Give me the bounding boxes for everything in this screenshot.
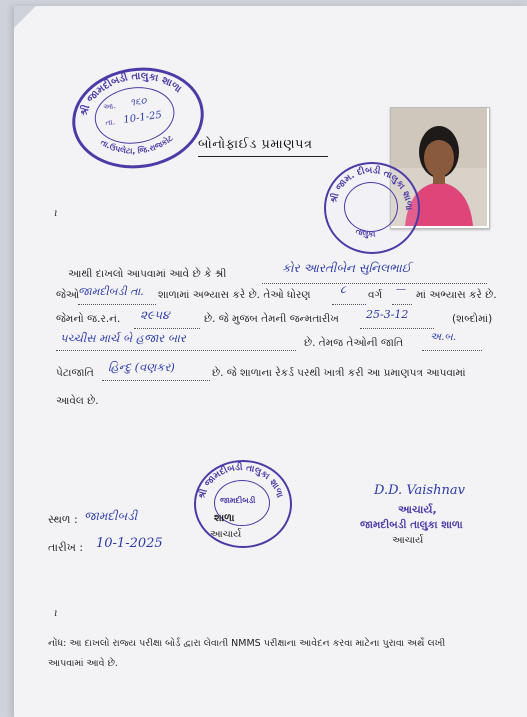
principal-signature: D.D. Vaishnav xyxy=(374,483,465,498)
title-underline xyxy=(198,156,328,157)
stamp-top-value1: ૧૬૦ xyxy=(129,95,148,109)
page-curl xyxy=(14,6,36,28)
grno-dotted-line xyxy=(134,328,200,329)
stray-mark: ı xyxy=(54,208,58,219)
stamp-top-label1: આ. xyxy=(102,101,117,112)
school-stamp-photo xyxy=(324,162,420,254)
principal-role: આચાર્ય, xyxy=(398,503,437,516)
body-line2-mid2: વર્ગ xyxy=(368,289,383,301)
note-line2: આપવામાં આવે છે. xyxy=(48,658,118,669)
school-stamp-top xyxy=(66,59,211,176)
division-dotted-line xyxy=(392,304,412,305)
school-place: જામદીબડી તા. xyxy=(78,285,144,298)
dob-dotted-line xyxy=(360,328,434,329)
body-line6: આવેલ છે. xyxy=(56,395,99,407)
clerk-title: આચાર્ય xyxy=(210,529,242,540)
body-line1-prefix: આથી દાખલો આપવામાં આવે છે કે શ્રી xyxy=(68,268,227,280)
certificate-sheet xyxy=(14,6,527,717)
stamp-bottom-ring-text: શ્રી જામદીબડી તાલુકા શાળા xyxy=(197,462,285,501)
subcaste-value: હિન્દુ (વણકર) xyxy=(108,360,175,374)
dob-words: પચ્ચીસ માર્ચ બે હજાર બાર xyxy=(60,331,186,345)
gr-number: ૨૯૫૪ xyxy=(140,308,170,322)
dob-words-dotted-line xyxy=(56,350,296,351)
note-line1: નોંધ: આ દાખલો રાજ્ય પરીક્ષા બોર્ડ દ્વારા લેવાતી NMMS પરીક્ષાના આવેદન કરવા માટેના પુરાવા અર્થે લખી xyxy=(48,638,446,649)
stamp-top-value2: 10-1-25 xyxy=(122,109,163,126)
stray-mark-2: ı xyxy=(54,608,58,619)
place-value: જામદીબડી xyxy=(84,509,138,523)
body-line3-suffix: (શબ્દોમાં) xyxy=(452,313,493,325)
date-value: 10-1-2025 xyxy=(96,536,163,551)
stamp-top-label2: તા. xyxy=(104,117,116,128)
date-label: તારીખ : xyxy=(48,541,84,554)
caste-value: અ.બ. xyxy=(430,331,457,343)
body-line3-mid: છે. જે મુજબ તેમની જન્મતારીખ xyxy=(204,313,339,325)
student-name: કોર આરતીબેન સુનિલભાઈ xyxy=(282,261,411,275)
stamp-photo-inner xyxy=(344,182,398,232)
stamp-top-ring-bottom: તા.ઉપલેટા, જિ.રાજકોટ xyxy=(98,133,175,156)
certificate-title: બોનોફાઈડ પ્રમાણપત્ર xyxy=(198,137,313,152)
principal-school: જામદીબડી તાલુકા શાળા xyxy=(360,519,463,531)
body-line5-prefix: પેટાજાતિ xyxy=(56,367,94,379)
subcaste-dotted-line xyxy=(102,380,210,381)
stamp-bottom-center: જામદીબડી xyxy=(220,496,256,505)
body-line2-mid1: શાળામાં અભ્યાસ કરે છે. તેઓ ધોરણ xyxy=(158,289,311,301)
place-label: સ્થળ : xyxy=(48,513,78,526)
school-dotted-line xyxy=(78,304,156,305)
std-dotted-line xyxy=(332,304,366,305)
stamp-photo-ring-bottom: તાલુકા xyxy=(354,226,376,239)
body-line3-prefix: જેમનો જ.ર.નં. xyxy=(56,313,121,325)
caste-dotted-line xyxy=(422,350,482,351)
principal-role2: આચાર્ય xyxy=(392,535,424,546)
body-line5-suffix: છે. જે શાળાના રેકર્ડ પરથી ખાત્રી કરી આ પ્રમાણપત્ર આપવામાં xyxy=(212,367,466,379)
body-line2-prefix: જેઓ xyxy=(56,289,80,301)
name-dotted-line xyxy=(262,283,487,284)
stamp-top-ring-text: શ્રી જામદીબડી તાલુકા શાળા xyxy=(78,70,184,118)
clerk-label: શાળા xyxy=(214,513,235,524)
std-value: ૮ xyxy=(340,283,347,296)
stamp-photo-ring-text: શ્રી જામ. દીબડી તાલુકા શાળા xyxy=(329,165,414,211)
body-line2-suffix: માં અભ્યાસ કરે છે. xyxy=(416,289,497,301)
dob-value: 25-3-12 xyxy=(366,308,409,321)
school-stamp-bottom xyxy=(194,460,292,548)
division-value: — xyxy=(396,284,406,295)
body-line4-mid: છે. તેમજ તેઓની જાતિ xyxy=(304,337,404,349)
